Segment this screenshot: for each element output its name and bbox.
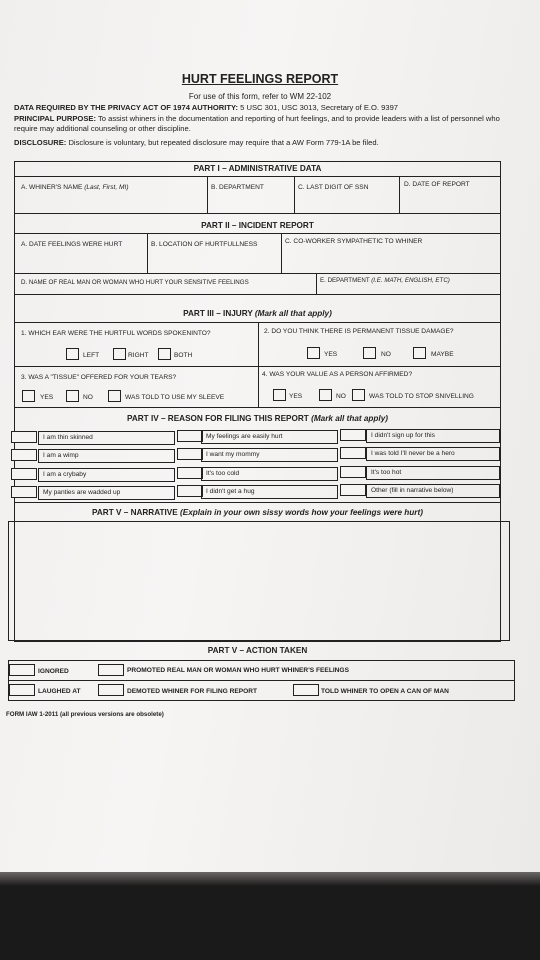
divider xyxy=(207,176,208,213)
location-field[interactable]: B. LOCATION OF HURTFULLNESS xyxy=(151,241,258,248)
divider xyxy=(14,273,501,274)
q4-no-checkbox[interactable] xyxy=(319,389,332,401)
q1-left-checkbox[interactable] xyxy=(66,348,79,360)
whiner-name-field[interactable] xyxy=(21,184,129,191)
part4-header-title: PART IV – REASON FOR FILING THIS REPORT xyxy=(127,414,309,423)
q4-label: 4. WAS YOUR VALUE AS A PERSON AFFIRMED? xyxy=(262,371,413,378)
part1-header: PART I – ADMINISTRATIVE DATA xyxy=(193,164,322,173)
part4-header xyxy=(14,414,501,423)
principal-purpose-text: To assist whiners in the documentation and reporting of hurt feelings, and to provide leaders with a list of personnel who require may additional counseling or other discipline. xyxy=(14,114,500,133)
reason-checkbox[interactable] xyxy=(177,485,203,497)
q1-right-label: RIGHT xyxy=(128,352,149,359)
reason-checkbox[interactable] xyxy=(177,430,203,442)
reason-checkbox[interactable] xyxy=(340,466,366,478)
part5-header-hint: (Explain in your own sissy words how your feelings were hurt) xyxy=(180,508,423,517)
reason-checkbox[interactable] xyxy=(340,429,366,441)
reason-too-hot: It's too hot xyxy=(366,466,500,480)
action-ignored-label: IGNORED xyxy=(38,668,69,675)
q3-no-checkbox[interactable] xyxy=(66,390,79,402)
divider xyxy=(14,407,501,408)
paper-edge-shadow xyxy=(0,872,540,886)
reason-other: Other (fill in narrative below) xyxy=(366,484,500,498)
q1-both-label: BOTH xyxy=(174,352,193,359)
q4-snivelling-checkbox[interactable] xyxy=(352,389,365,401)
q2-no-label: NO xyxy=(381,351,391,358)
reason-too-cold: It's too cold xyxy=(201,467,338,481)
divider xyxy=(8,680,515,681)
reason-mommy: I want my mommy xyxy=(201,448,338,462)
principal-purpose-paragraph xyxy=(14,114,504,134)
whiner-name-hint: (Last, First, MI) xyxy=(84,184,129,191)
reason-wimp: I am a wimp xyxy=(38,449,175,463)
date-of-report-field[interactable]: D. DATE OF REPORT xyxy=(404,181,470,188)
real-person-name-field[interactable]: D. NAME OF REAL MAN OR WOMAN WHO HURT YOUR SENSITIVE FEELINGS xyxy=(21,279,249,286)
privacy-act-text: 5 USC 301, USC 3013, Secretary of E.O. 9397 xyxy=(240,103,399,112)
reason-checkbox[interactable] xyxy=(11,468,37,480)
reason-checkbox[interactable] xyxy=(11,449,37,461)
action-promoted-checkbox[interactable] xyxy=(98,664,124,676)
q1-right-checkbox[interactable] xyxy=(113,348,126,360)
action-laughed-checkbox[interactable] xyxy=(9,684,35,696)
q3-yes-label: YES xyxy=(40,394,54,401)
q1-label: 1. WHICH EAR WERE THE HURTFUL WORDS SPOKENINTO? xyxy=(21,330,211,337)
department-field[interactable]: B. DEPARTMENT xyxy=(211,184,264,191)
principal-purpose-label: PRINCIPAL PURPOSE: xyxy=(14,114,96,123)
action-demoted-checkbox[interactable] xyxy=(98,684,124,696)
form-subtitle: For use of this form, refer to WM 22-102 xyxy=(188,92,332,101)
part6-header: PART V – ACTION TAKEN xyxy=(207,646,308,655)
disclosure-text: Disclosure is voluntary, but repeated disclosure may require that a AW Form 779-1A be filed. xyxy=(68,138,379,147)
q2-maybe-checkbox[interactable] xyxy=(413,347,426,359)
reason-checkbox[interactable] xyxy=(177,448,203,460)
divider xyxy=(14,233,501,234)
q4-no-label: NO xyxy=(336,393,346,400)
q4-yes-label: YES xyxy=(289,393,303,400)
q1-both-checkbox[interactable] xyxy=(158,348,171,360)
q3-sleeve-checkbox[interactable] xyxy=(108,390,121,402)
reason-checkbox[interactable] xyxy=(340,484,366,496)
action-demoted-label: DEMOTED WHINER FOR FILING REPORT xyxy=(127,688,258,695)
department-subject-label: E. DEPARTMENT xyxy=(320,277,370,284)
reason-checkbox[interactable] xyxy=(11,431,37,443)
q3-sleeve-label: WAS TOLD TO USE MY SLEEVE xyxy=(125,394,225,401)
q4-snivelling-label: WAS TOLD TO STOP SNIVELLING xyxy=(369,393,474,400)
part3-header-title: PART III – INJURY xyxy=(183,309,253,318)
divider xyxy=(147,233,148,273)
divider xyxy=(14,176,501,177)
reason-crybaby: I am a crybaby xyxy=(38,468,175,482)
q2-yes-checkbox[interactable] xyxy=(307,347,320,359)
action-told-checkbox[interactable] xyxy=(293,684,319,696)
q3-label: 3. WAS A "TISSUE" OFFERED FOR YOUR TEARS? xyxy=(21,374,177,381)
privacy-act-line xyxy=(14,103,504,113)
q2-label: 2. DO YOU THINK THERE IS PERMANENT TISSUE DAMAGE? xyxy=(264,328,454,335)
reason-easily-hurt: My feelings are easily hurt xyxy=(201,430,338,444)
department-subject-hint: (I.E. MATH, ENGLISH, ETC) xyxy=(371,277,450,284)
divider xyxy=(14,213,501,214)
coworker-field[interactable]: C. CO-WORKER SYMPATHETIC TO WHINER xyxy=(285,238,423,245)
divider xyxy=(14,502,501,503)
part5-header-title: PART V – NARRATIVE xyxy=(92,508,178,517)
part3-header-hint: (Mark all that apply) xyxy=(254,309,332,318)
reason-checkbox[interactable] xyxy=(177,467,203,479)
divider xyxy=(14,366,501,367)
part4-header-hint: (Mark all that apply) xyxy=(311,414,388,423)
q2-no-checkbox[interactable] xyxy=(363,347,376,359)
q3-no-label: NO xyxy=(83,394,93,401)
reason-checkbox[interactable] xyxy=(340,447,366,459)
reason-never-hero: I was told I'll never be a hero xyxy=(366,447,500,461)
action-told-label: TOLD WHINER TO OPEN A CAN OF MAN xyxy=(321,688,449,695)
ssn-field[interactable]: C. LAST DIGIT OF SSN xyxy=(298,184,369,191)
part2-header: PART II – INCIDENT REPORT xyxy=(201,221,314,230)
q4-yes-checkbox[interactable] xyxy=(273,389,286,401)
part5-header xyxy=(14,508,501,517)
divider xyxy=(258,322,259,407)
date-feelings-hurt-field[interactable]: A. DATE FEELINGS WERE HURT xyxy=(21,241,123,248)
reason-checkbox[interactable] xyxy=(11,486,37,498)
disclosure-label: DISCLOSURE: xyxy=(14,138,67,147)
form-footer: FORM IAW 1-2011 (all previous versions are obsolete) xyxy=(6,711,164,718)
q2-maybe-label: MAYBE xyxy=(431,351,454,358)
disclosure-paragraph xyxy=(14,138,504,148)
narrative-textarea[interactable] xyxy=(8,521,510,641)
divider xyxy=(294,176,295,213)
divider xyxy=(399,176,400,213)
reason-no-hug: I didn't get a hug xyxy=(201,485,338,499)
form-title: HURT FEELINGS REPORT xyxy=(181,72,339,86)
reason-panties: My panties are wadded up xyxy=(38,486,175,500)
reason-didnt-sign-up: I didn't sign up for this xyxy=(366,429,500,443)
q3-yes-checkbox[interactable] xyxy=(22,390,35,402)
action-ignored-checkbox[interactable] xyxy=(9,664,35,676)
whiner-name-label: A. WHINER'S NAME xyxy=(21,184,83,191)
q1-left-label: LEFT xyxy=(83,352,100,359)
action-laughed-label: LAUGHED AT xyxy=(38,688,81,695)
divider xyxy=(14,294,501,295)
divider xyxy=(281,233,282,273)
reason-thin-skinned: I am thin skinned xyxy=(38,431,175,445)
privacy-act-label: DATA REQUIRED BY THE PRIVACY ACT OF 1974 AUTHORITY: xyxy=(14,103,239,112)
part3-header xyxy=(14,309,501,318)
action-promoted-label: PROMOTED REAL MAN OR WOMAN WHO HURT WHINER'S FEELINGS xyxy=(127,667,349,674)
department-subject-field[interactable] xyxy=(320,277,450,284)
divider xyxy=(316,273,317,294)
q2-yes-label: YES xyxy=(324,351,338,358)
